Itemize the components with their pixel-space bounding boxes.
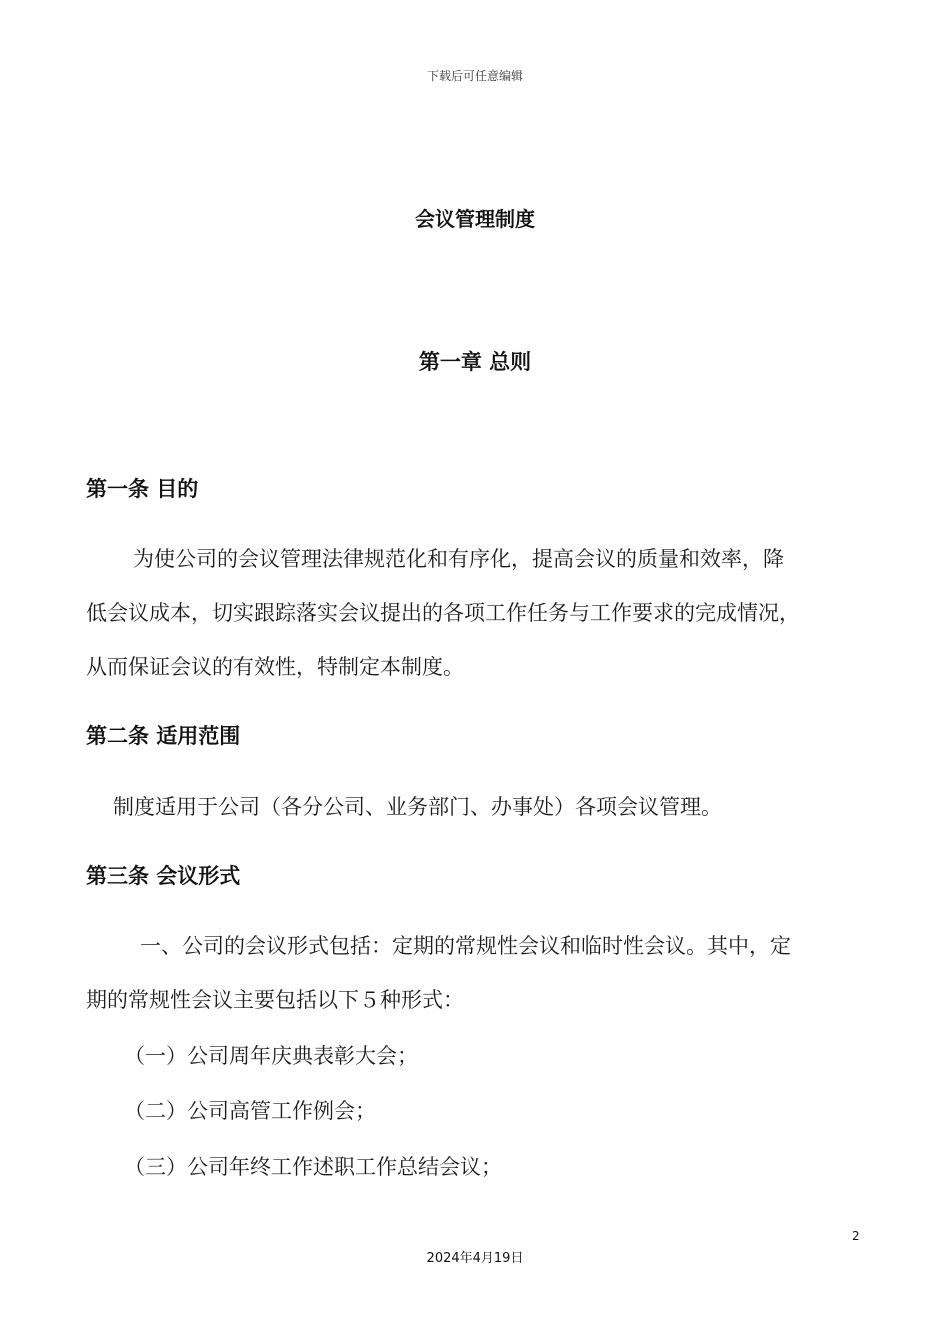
article-3-line: 期的常规性会议主要包括以下５种形式： — [86, 988, 464, 1012]
header-note: 下载后可任意编辑 — [426, 69, 523, 83]
article-1-line: 从而保证会议的有效性，特制定本制度。 — [86, 655, 464, 679]
article-1-line: 为使公司的会议管理法律规范化和有序化，提高会议的质量和效率，降 — [133, 547, 784, 571]
article-3-list-item: （二）公司高管工作例会； — [124, 1099, 376, 1123]
article-2-line: 制度适用于公司（各分公司、业务部门、办事处）各项会议管理。 — [113, 795, 722, 819]
article-1-heading: 第一条 目的 — [86, 477, 199, 501]
article-2-heading: 第二条 适用范围 — [86, 724, 241, 748]
document-title: 会议管理制度 — [415, 207, 535, 231]
page-number: 2 — [852, 1229, 860, 1243]
footer-date: 2024年4月19日 — [426, 1251, 524, 1266]
chapter-heading: 第一章 总则 — [418, 350, 532, 374]
article-1-line: 低会议成本，切实跟踪落实会议提出的各项工作任务与工作要求的完成情况， — [86, 601, 800, 625]
article-3-list-item: （三）公司年终工作述职工作总结会议； — [124, 1155, 502, 1179]
article-3-heading: 第三条 会议形式 — [86, 864, 241, 888]
article-3-line: 一、公司的会议形式包括：定期的常规性会议和临时性会议。其中，定 — [140, 934, 791, 958]
article-3-list-item: （一）公司周年庆典表彰大会； — [124, 1044, 418, 1068]
